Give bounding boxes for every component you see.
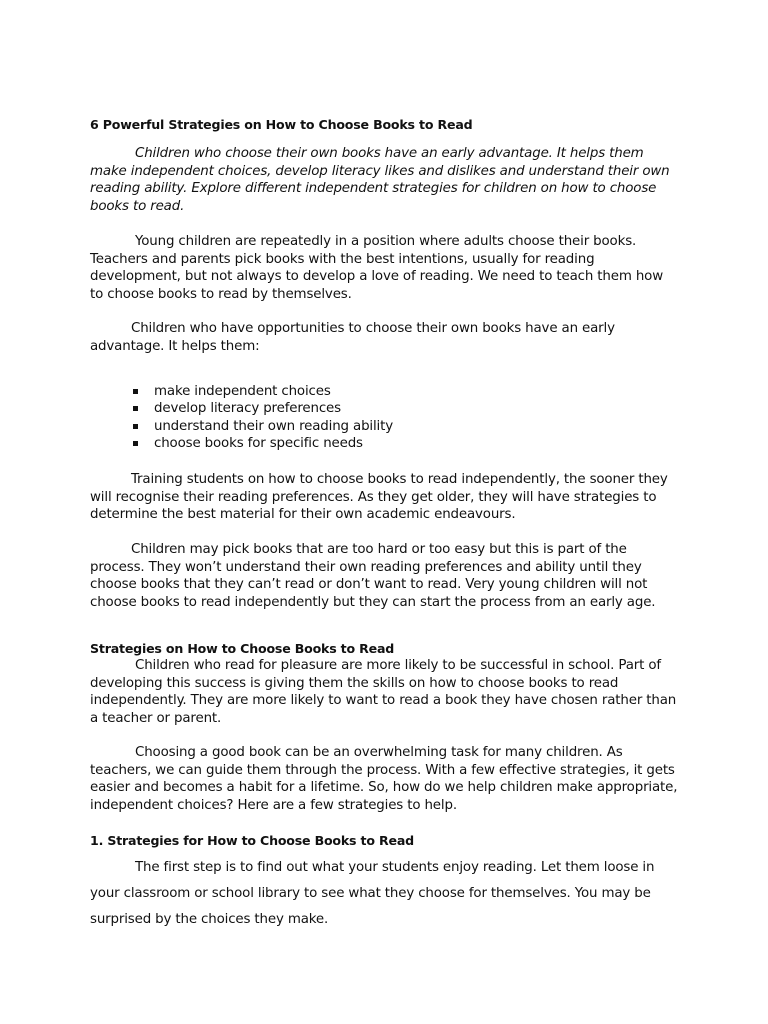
list-item: understand their own reading ability [90, 418, 680, 435]
document-title: 6 Powerful Strategies on How to Choose Books to Read [90, 117, 473, 132]
section-heading-strategies: Strategies on How to Choose Books to Read [90, 641, 395, 656]
benefits-list [90, 383, 680, 453]
paragraph-choosing: Choosing a good book can be an overwhelming task for many children. As teachers, we can guide them through the process. With a few effective strategies, it gets easier and becomes a habit for a lifetime. So, how do we help children make appropriate, independent choices? Here are a few strategies to help. [90, 745, 678, 813]
bullet-icon [133, 389, 138, 394]
bullet-icon [133, 406, 138, 411]
paragraph-pleasure: Children who read for pleasure are more likely to be successful in school. Part of developing this success is giving them the skills on how to choose books to read independently. They are more likely to want to read a book they have chosen rather than a teacher or parent. [90, 658, 677, 726]
paragraph-opportunities: Children who have opportunities to choose their own books have an early advantage. It helps them: [90, 321, 615, 354]
bullet-icon [133, 441, 138, 446]
intro-paragraph: Children who choose their own books have an early advantage. It helps them make independent choices, develop literacy likes and dislikes and understand their own reading ability. Explore different independent strategies for children on how to choose books to read. [90, 146, 670, 214]
list-item: make independent choices [90, 383, 680, 400]
paragraph-young-children: Young children are repeatedly in a position where adults choose their books. Teachers and parents pick books with the best intentions, usually for reading development, but not always to develop a love of reading. We need to teach them how to choose books to read by themselves. [90, 234, 663, 302]
section-heading-1: 1. Strategies for How to Choose Books to Read [90, 833, 414, 848]
list-item: choose books for specific needs [90, 435, 680, 452]
bullet-icon [133, 424, 138, 429]
paragraph-training: Training students on how to choose books to read independently, the sooner they will recognise their reading preferences. As they get older, they will have strategies to determine the best material for their own academic endeavours. [90, 472, 668, 523]
paragraph-first-step: The first step is to find out what your students enjoy reading. Let them loose in your classroom or school library to see what they choose for themselves. You may be surprised by the choices they make. [90, 860, 655, 927]
paragraph-process: Children may pick books that are too hard or too easy but this is part of the process. They won’t understand their own reading preferences and ability until they choose books that they can’t read or don’t want to read. Very young children will not choose books to read independently but they can start the process from an early age. [90, 542, 656, 610]
list-item: develop literacy preferences [90, 400, 680, 417]
